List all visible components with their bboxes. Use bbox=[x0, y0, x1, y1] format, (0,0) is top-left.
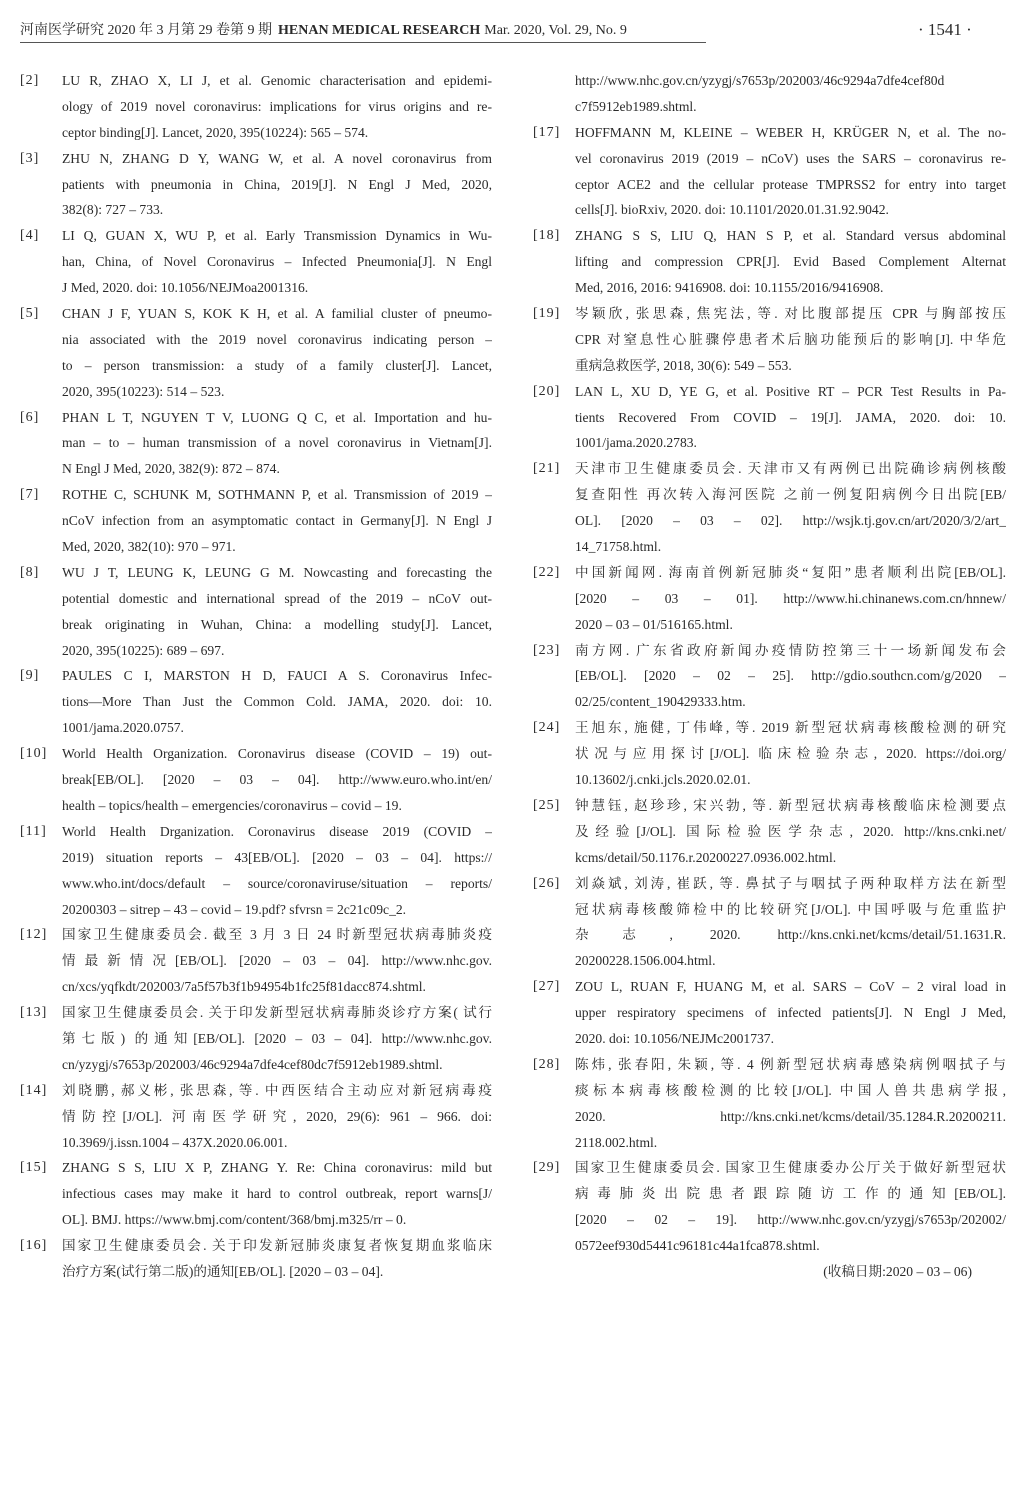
reference-entry bbox=[20, 663, 492, 741]
reference-entry bbox=[20, 223, 492, 301]
reference-line: patients with pneumonia in China, 2019[J]. N Engl J Med, 2020, bbox=[62, 176, 492, 192]
reference-line: 2019) situation reports – 43[EB/OL]. [2020 – 03 – 04]. https:// bbox=[62, 849, 492, 865]
reference-line: 中国新闻网. 海南首例新冠肺炎“复阳”患者顺利出院[EB/OL]. bbox=[575, 564, 1006, 580]
reference-line: 2020, 395(10225): 689 – 697. bbox=[62, 642, 225, 658]
reference-number: [2] bbox=[20, 73, 40, 88]
reference-line: 刘晓鹏, 郝义彬, 张思森, 等. 中西医结合主动应对新冠病毒疫 bbox=[62, 1082, 492, 1098]
reference-line: 1001/jama.2020.2783. bbox=[575, 435, 697, 451]
reference-number: [13] bbox=[20, 1005, 48, 1021]
reference-line: 病毒肺炎出院患者跟踪随访工作的通知[EB/OL]. bbox=[575, 1186, 1006, 1202]
reference-line: www.who.int/docs/default – source/coronaviruse/situation – reports/ bbox=[62, 875, 492, 891]
reference-line: ZHANG S S, LIU X P, ZHANG Y. Re: China coronavirus: mild but bbox=[62, 1160, 492, 1176]
reference-number: [8] bbox=[20, 564, 40, 580]
reference-entry bbox=[533, 301, 1006, 379]
reference-line: World Health Organization. Coronavirus disease (COVID – 19) out- bbox=[62, 746, 492, 762]
reference-line: 1001/jama.2020.0757. bbox=[62, 720, 184, 736]
reference-line: World Health Drganization. Coronavirus disease 2019 (COVID – bbox=[62, 823, 492, 839]
reference-line: 天津市卫生健康委员会. 天津市又有两例已出院确诊病例核酸 bbox=[575, 461, 1006, 477]
reference-number: [21] bbox=[533, 461, 561, 477]
journal-name-cn: 河南医学研究 2020 年 3 月第 29 卷第 9 期 bbox=[20, 23, 272, 38]
reference-line: OL]. BMJ. https://www.bmj.com/content/368/bmj.m325/rr – 0. bbox=[62, 1212, 407, 1228]
reference-line: 02/25/content_190429333.htm. bbox=[575, 694, 746, 710]
reference-line: 冠状病毒核酸筛检中的比较研究[J/OL]. 中国呼吸与危重监护 bbox=[575, 901, 1006, 917]
reference-line: 382(8): 727 – 733. bbox=[62, 202, 164, 218]
reference-entry bbox=[533, 871, 1006, 975]
reference-number: [17] bbox=[533, 124, 561, 140]
reference-line: ZHU N, ZHANG D Y, WANG W, et al. A novel coronavirus from bbox=[62, 150, 492, 166]
reference-entry bbox=[533, 715, 1006, 793]
reference-entry bbox=[20, 922, 492, 1000]
reference-line: health – topics/health – emergencies/coronavirus – covid – 19. bbox=[62, 797, 402, 813]
reference-line: 情最新情况[EB/OL]. [2020 – 03 – 04]. http://www.nhc.gov. bbox=[62, 953, 492, 969]
references-left-column bbox=[20, 68, 492, 1285]
reference-line: OL]. [2020 – 03 – 02]. http://wsjk.tj.gov.cn/art/2020/3/2/art_ bbox=[575, 513, 1006, 529]
reference-line: nCoV infection from an asymptomatic contact in Germany[J]. N Engl J bbox=[62, 513, 492, 529]
reference-line: LU R, ZHAO X, LI J, et al. Genomic characterisation and epidemi- bbox=[62, 73, 492, 88]
reference-line: 第七版) 的通知[EB/OL]. [2020 – 03 – 04]. http://www.nhc.gov. bbox=[62, 1030, 492, 1046]
reference-line: c7f5912eb1989.shtml. bbox=[575, 98, 697, 114]
reference-entry bbox=[20, 560, 492, 664]
reference-line: 2020 – 03 – 01/516165.html. bbox=[575, 616, 733, 632]
reference-number: [4] bbox=[20, 228, 40, 244]
running-header bbox=[20, 20, 706, 43]
reference-line: ology of 2019 novel coronavirus: implications for virus origins and re- bbox=[62, 98, 492, 114]
reference-number: [3] bbox=[20, 150, 40, 166]
reference-entry bbox=[533, 793, 1006, 871]
reference-line: tions—More Than Just the Common Cold. JAMA, 2020. doi: 10. bbox=[62, 694, 492, 710]
reference-line: WU J T, LEUNG K, LEUNG G M. Nowcasting and forecasting the bbox=[62, 564, 492, 580]
reference-entry bbox=[20, 1078, 492, 1156]
page-number: · 1541 · bbox=[918, 20, 972, 39]
reference-number: [7] bbox=[20, 487, 40, 503]
reference-line: cn/yzygj/s7653p/202003/46c9294a7dfe4cef80dc7f5912eb1989.shtml. bbox=[62, 1056, 443, 1072]
reference-number: [22] bbox=[533, 564, 561, 580]
reference-line: HOFFMANN M, KLEINE – WEBER H, KRÜGER N, et al. The no- bbox=[575, 124, 1006, 140]
reference-line: 2020. http://kns.cnki.net/kcms/detail/35.1284.R.20200211. bbox=[575, 1108, 1006, 1124]
reference-entry bbox=[533, 379, 1006, 457]
reference-line: 情防控[J/OL]. 河南医学研究, 2020, 29(6): 961 – 966. doi: bbox=[62, 1108, 492, 1124]
reference-line: 刘焱斌, 刘涛, 崔跃, 等. 鼻拭子与咽拭子两种取样方法在新型 bbox=[575, 875, 1006, 891]
reference-line: ZOU L, RUAN F, HUANG M, et al. SARS – CoV – 2 viral load in bbox=[575, 979, 1006, 995]
reference-line: potential domestic and international spread of the 2019 – nCoV out- bbox=[62, 590, 492, 606]
reference-line: 20200228.1506.004.html. bbox=[575, 953, 716, 969]
reference-entry bbox=[533, 120, 1006, 224]
reference-line: 10.13602/j.cnki.jcls.2020.02.01. bbox=[575, 772, 751, 788]
reference-entry bbox=[533, 223, 1006, 301]
reference-line: 复查阳性 再次转入海河医院 之前一例复阳病例今日出院[EB/ bbox=[575, 487, 1006, 503]
reference-number: [27] bbox=[533, 979, 561, 995]
reference-number: [29] bbox=[533, 1160, 561, 1176]
reference-number: [5] bbox=[20, 306, 40, 322]
reference-entry bbox=[20, 482, 492, 560]
reference-line: 国家卫生健康委员会. 国家卫生健康委办公厅关于做好新型冠状 bbox=[575, 1160, 1006, 1176]
reference-entry bbox=[20, 1000, 492, 1078]
reference-line: Med, 2016, 2016: 9416908. doi: 10.1155/2016/9416908. bbox=[575, 280, 884, 296]
reference-line: LI Q, GUAN X, WU P, et al. Early Transmission Dynamics in Wu- bbox=[62, 228, 492, 244]
reference-entry bbox=[20, 741, 492, 819]
reference-line: PHAN L T, NGUYEN T V, LUONG Q C, et al. Importation and hu- bbox=[62, 409, 492, 425]
reference-line: CPR 对窒息性心脏骤停患者术后脑功能预后的影响[J]. 中华危 bbox=[575, 331, 1006, 347]
reference-line: [2020 – 02 – 19]. http://www.nhc.gov.cn/yzygj/s7653p/202002/ bbox=[575, 1212, 1006, 1228]
reference-line: ZHANG S S, LIU Q, HAN S P, et al. Standard versus abdominal bbox=[575, 228, 1006, 244]
reference-number: [11] bbox=[20, 823, 47, 839]
reference-line: lifting and compression CPR[J]. Evid Based Complement Alternat bbox=[575, 254, 1006, 270]
reference-number: [15] bbox=[20, 1160, 48, 1176]
reference-line: break[EB/OL]. [2020 – 03 – 04]. http://www.euro.who.int/en/ bbox=[62, 772, 492, 788]
reference-line: to – person transmission: a study of a family cluster[J]. Lancet, bbox=[62, 357, 492, 373]
reference-number: [9] bbox=[20, 668, 40, 684]
reference-line: 痰标本病毒核酸检测的比较[J/OL]. 中国人兽共患病学报, bbox=[575, 1082, 1006, 1098]
reference-line: 2020, 395(10223): 514 – 523. bbox=[62, 383, 225, 399]
reference-line: 14_71758.html. bbox=[575, 539, 662, 555]
reference-entry bbox=[533, 974, 1006, 1052]
reference-line: ceptor binding[J]. Lancet, 2020, 395(10224): 565 – 574. bbox=[62, 124, 369, 140]
reference-line: kcms/detail/50.1176.r.20200227.0936.002.html. bbox=[575, 849, 837, 865]
reference-line: han, China, of Novel Coronavirus – Infected Pneumonia[J]. N Engl bbox=[62, 254, 492, 270]
reference-line: 2118.002.html. bbox=[575, 1134, 658, 1150]
reference-line: cn/xcs/yqfkdt/202003/7a5f57b3f1b94954b1fc25f81dacc874.shtml. bbox=[62, 979, 426, 995]
reference-line: 状况与应用探讨[J/OL]. 临床检验杂志, 2020. https://doi.org/ bbox=[575, 746, 1006, 762]
reference-entry bbox=[20, 405, 492, 483]
reference-line: cells[J]. bioRxiv, 2020. doi: 10.1101/2020.01.31.92.9042. bbox=[575, 202, 889, 218]
reference-entry bbox=[20, 146, 492, 224]
reference-number: [10] bbox=[20, 746, 48, 762]
issue-info: Mar. 2020, Vol. 29, No. 9 bbox=[484, 23, 627, 38]
journal-name-en: HENAN MEDICAL RESEARCH bbox=[278, 23, 481, 38]
reference-line: Med, 2020, 382(10): 970 – 971. bbox=[62, 539, 236, 555]
reference-number: [18] bbox=[533, 228, 561, 244]
reference-number: [28] bbox=[533, 1056, 561, 1072]
reference-line: break originating in Wuhan, China: a modelling study[J]. Lancet, bbox=[62, 616, 492, 632]
reference-line: LAN L, XU D, YE G, et al. Positive RT – PCR Test Results in Pa- bbox=[575, 383, 1006, 399]
reference-line: CHAN J F, YUAN S, KOK K H, et al. A familial cluster of pneumo- bbox=[62, 306, 492, 322]
reference-number: [20] bbox=[533, 383, 561, 399]
reference-line: 钟慧钰, 赵珍珍, 宋兴勃, 等. 新型冠状病毒核酸临床检测要点 bbox=[575, 797, 1006, 813]
reference-entry bbox=[20, 819, 492, 923]
reference-line: 及经验[J/OL]. 国际检验医学杂志, 2020. http://kns.cnki.net/ bbox=[575, 823, 1006, 839]
reference-line: http://www.nhc.gov.cn/yzygj/s7653p/202003/46c9294a7dfe4cef80d bbox=[575, 73, 945, 88]
reference-number: [16] bbox=[20, 1238, 48, 1254]
reference-line: PAULES C I, MARSTON H D, FAUCI A S. Coronavirus Infec- bbox=[62, 668, 492, 684]
reference-line: tients Recovered From COVID – 19[J]. JAMA, 2020. doi: 10. bbox=[575, 409, 1006, 425]
reference-line: ceptor ACE2 and the cellular protease TMPRSS2 for entry into target bbox=[575, 176, 1006, 192]
reference-number: [19] bbox=[533, 306, 561, 322]
reference-entry bbox=[533, 1155, 1006, 1259]
reference-line: 10.3969/j.issn.1004 – 437X.2020.06.001. bbox=[62, 1134, 288, 1150]
reference-line: [EB/OL]. [2020 – 02 – 25]. http://gdio.southcn.com/g/2020 – bbox=[575, 668, 1006, 684]
received-date: (收稿日期:2020 – 03 – 06) bbox=[823, 1263, 972, 1279]
reference-line: 治疗方案(试行第二版)的通知[EB/OL]. [2020 – 03 – 04]. bbox=[62, 1263, 384, 1279]
reference-line: [2020 – 03 – 01]. http://www.hi.chinanews.com.cn/hnnew/ bbox=[575, 590, 1006, 606]
references-right-column bbox=[533, 68, 1006, 1285]
reference-line: 0572eef930d5441c96181c44a1fca878.shtml. bbox=[575, 1238, 820, 1254]
reference-line: ROTHE C, SCHUNK M, SOTHMANN P, et al. Transmission of 2019 – bbox=[62, 487, 492, 503]
reference-entry bbox=[533, 560, 1006, 638]
reference-continuation bbox=[533, 68, 1006, 120]
reference-line: 陈炜, 张春阳, 朱颖, 等. 4 例新型冠状病毒感染病例咽拭子与 bbox=[575, 1056, 1006, 1072]
reference-number: [6] bbox=[20, 409, 40, 425]
reference-entry bbox=[20, 301, 492, 405]
reference-line: 南方网. 广东省政府新闻办疫情防控第三十一场新闻发布会 bbox=[575, 642, 1006, 658]
reference-line: 国家卫生健康委员会. 截至 3 月 3 日 24 时新型冠状病毒肺炎疫 bbox=[62, 927, 492, 943]
reference-line: infectious cases may make it hard to control outbreak, report warns[J/ bbox=[62, 1186, 492, 1202]
reference-entry bbox=[533, 456, 1006, 560]
reference-line: 20200303 – sitrep – 43 – covid – 19.pdf? sfvrsn = 2c21c09c_2. bbox=[62, 901, 407, 917]
reference-entry bbox=[20, 1155, 492, 1233]
reference-line: upper respiratory specimens of infected patients[J]. N Engl J Med, bbox=[575, 1005, 1006, 1021]
reference-entry bbox=[533, 638, 1006, 716]
reference-number: [25] bbox=[533, 797, 561, 813]
reference-entry bbox=[20, 68, 492, 146]
reference-number: [26] bbox=[533, 875, 561, 891]
reference-line: man – to – human transmission of a novel coronavirus in Vietnam[J]. bbox=[62, 435, 492, 451]
reference-line: 国家卫生健康委员会. 关于印发新型冠状病毒肺炎诊疗方案( 试行 bbox=[62, 1005, 492, 1021]
reference-line: vel coronavirus 2019 (2019 – nCoV) uses the SARS – coronavirus re- bbox=[575, 150, 1006, 166]
reference-number: [14] bbox=[20, 1082, 48, 1098]
reference-number: [24] bbox=[533, 720, 561, 736]
reference-line: 国家卫生健康委员会. 关于印发新冠肺炎康复者恢复期血浆临床 bbox=[62, 1238, 492, 1254]
reference-line: 王旭东, 施健, 丁伟峰, 等. 2019 新型冠状病毒核酸检测的研究 bbox=[575, 720, 1006, 736]
reference-line: 2020. doi: 10.1056/NEJMc2001737. bbox=[575, 1030, 774, 1046]
reference-line: 岑颖欣, 张思森, 焦宪法, 等. 对比腹部提压 CPR 与胸部按压 bbox=[575, 306, 1006, 322]
reference-number: [12] bbox=[20, 927, 48, 943]
reference-line: J Med, 2020. doi: 10.1056/NEJMoa2001316. bbox=[62, 280, 309, 296]
reference-entry bbox=[20, 1233, 492, 1285]
reference-line: 杂志, 2020. http://kns.cnki.net/kcms/detail/51.1631.R. bbox=[575, 927, 1006, 943]
reference-number: [23] bbox=[533, 642, 561, 658]
reference-entry bbox=[533, 1052, 1006, 1156]
reference-line: nia associated with the 2019 novel coronavirus indicating person – bbox=[62, 331, 492, 347]
reference-line: N Engl J Med, 2020, 382(9): 872 – 874. bbox=[62, 461, 280, 477]
reference-line: 重病急救医学, 2018, 30(6): 549 – 553. bbox=[575, 357, 792, 373]
